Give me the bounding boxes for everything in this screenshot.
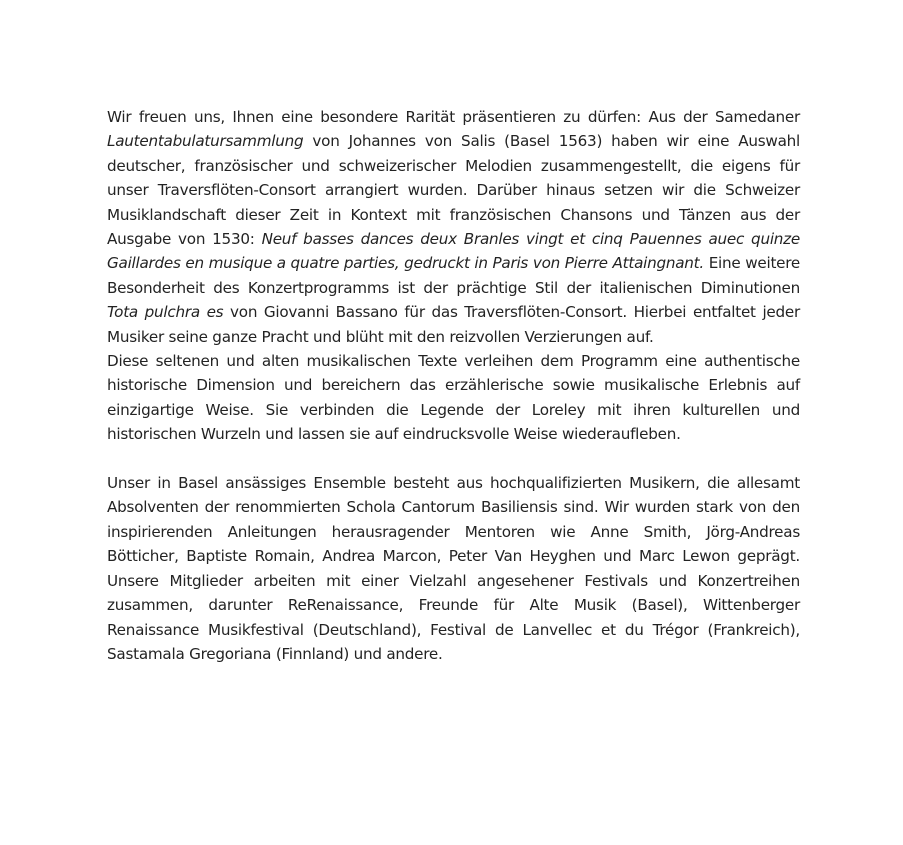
paragraph-program-intro	[107, 105, 800, 349]
paragraph-ensemble-bio	[107, 471, 800, 666]
text-segment: Wir freuen uns, Ihnen eine besondere Rarität präsentieren zu dürfen: Aus der Samedaner	[107, 108, 800, 126]
document-body	[107, 105, 800, 666]
text-segment: von Giovanni Bassano für das Traversflöten-Consort. Hierbei entfaltet jeder Musiker seine ganze Pracht und blüht mit den reizvollen Verzierungen auf.	[107, 303, 800, 346]
italic-title-lautentabulatursammlung: Lautentabulatursammlung	[107, 132, 304, 151]
text-segment: Unser in Basel ansässiges Ensemble besteht aus hochqualifizierten Musikern, die allesamt Absolventen der renommierten Schola Cantorum Basiliensis sind. Wir wurden stark von den inspirierenden Anleitungen herausragender Mentoren wie Anne Smith, Jörg-Andreas Bötticher, Baptiste Romain, Andrea Marcon, Peter Van Heyghen und Marc Lewon geprägt. Unsere Mitglieder arbeiten mit einer Vielzahl angesehener Festivals und Konzertreihen zusammen, darunter ReRenaissance, Freunde für Alte Musik (Basel), Wittenberger Renaissance Musikfestival (Deutschland), Festival de Lanvellec et du Trégor (Frankreich), Sastamala Gregoriana (Finnland) und andere.	[107, 474, 800, 663]
text-segment: Eine weitere Besonderheit des Konzertprogramms ist der prächtige Stil der italienischen Diminutionen	[107, 254, 800, 297]
text-segment: von Johannes von Salis (Basel 1563) haben wir eine Auswahl deutscher, französischer und schweizerischer Melodien zusammengestellt, die eigens für unser Traversflöten-Consort arrangiert wurden. Darüber hinaus setzen wir die Schweizer Musiklandschaft dieser Zeit in Kontext mit französischen Chansons und Tänzen aus der Ausgabe von 1530:	[107, 132, 800, 249]
italic-title-tota-pulchra-es: Tota pulchra es	[107, 303, 224, 322]
paragraph-historical-dimension	[107, 349, 800, 447]
italic-title-neuf-basses-dances: Neuf basses dances deux Branles vingt et cinq Pauennes auec quinze Gaillardes en musique a quatre parties, gedruckt in Paris von Pierre Attaingnant.	[107, 230, 800, 273]
text-segment: Diese seltenen und alten musikalischen Texte verleihen dem Programm eine authentische historische Dimension und bereichern das erzählerische sowie musikalische Erlebnis auf einzigartige Weise. Sie verbinden die Legende der Loreley mit ihren kulturellen und historischen Wurzeln und lassen sie auf eindrucksvolle Weise wiederaufleben.	[107, 352, 800, 444]
